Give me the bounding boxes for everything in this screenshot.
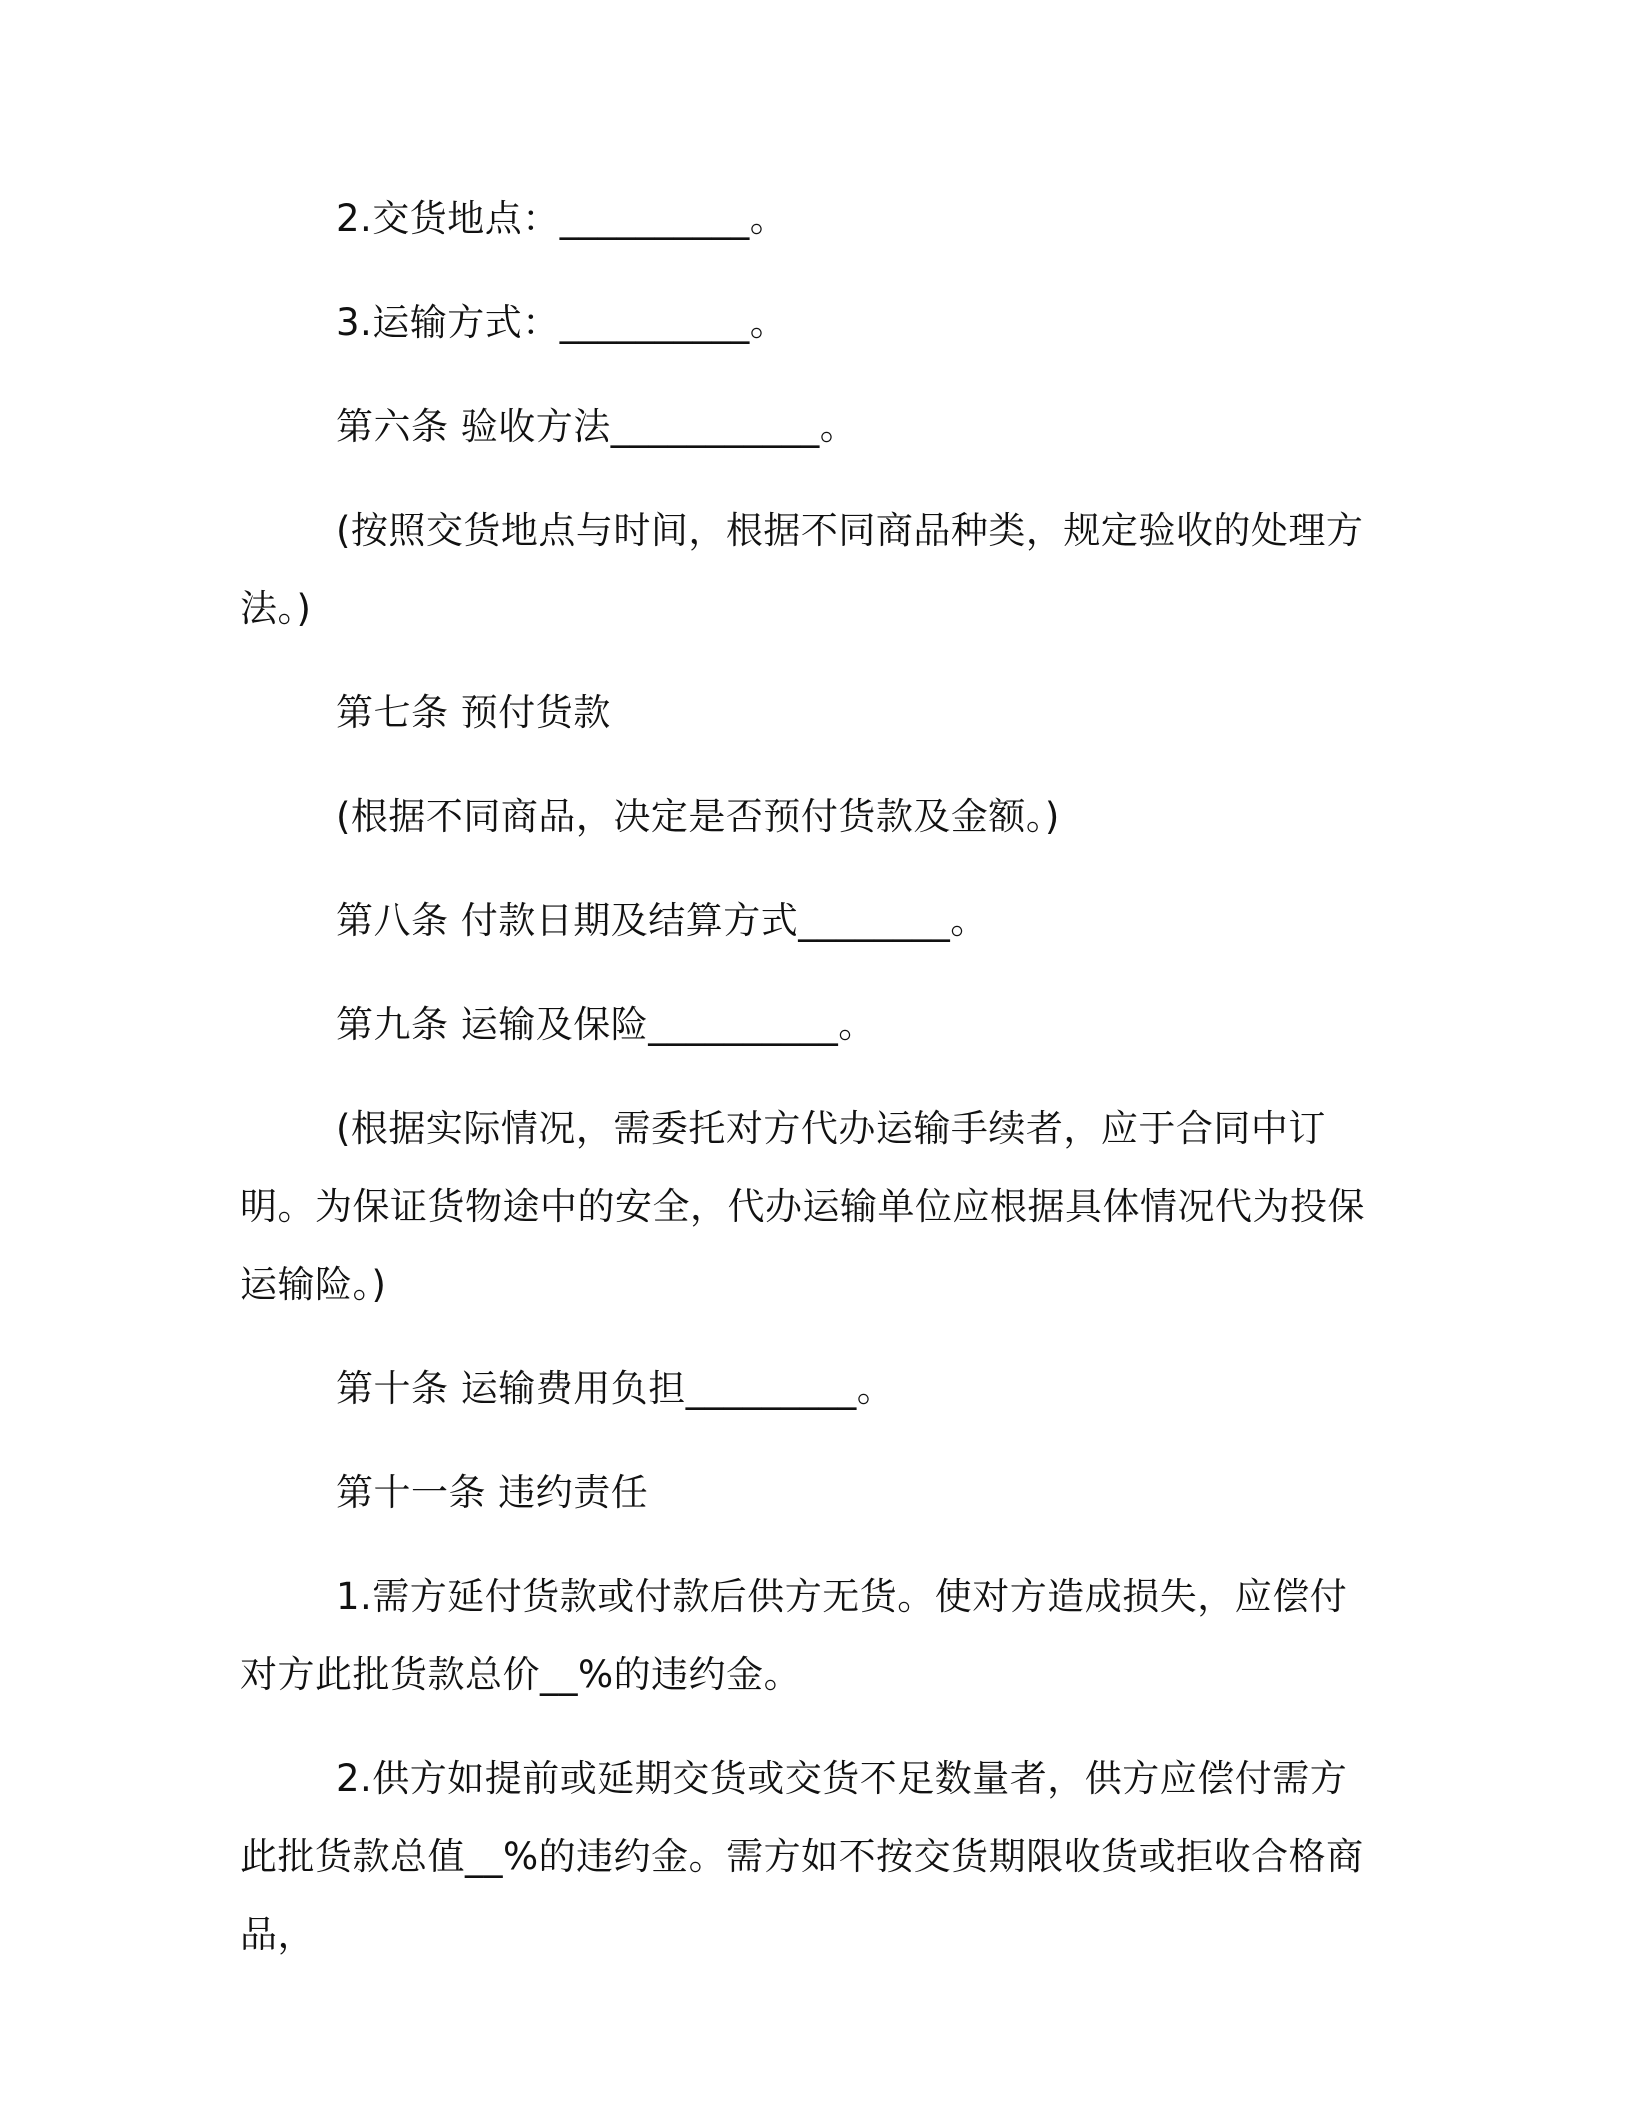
article-11-liability: 第十一条 违约责任 [336,1471,649,1514]
article-7-note: (根据不同商品，决定是否预付货款及金额。) [336,795,1060,838]
liability-item-2: 2.供方如提前或延期交货或交货不足数量者，供方应偿付需方此批货款总值__%的违约金。需方如不按交货期限收货或拒收合格商品， [240,1757,1364,1956]
clause-transport-method: 3.运输方式：__________。 [336,301,788,344]
liability-item-1: 1.需方延付货款或付款后供方无货。使对方造成损失，应偿付对方此批货款总价__%的违约金。 [240,1575,1348,1696]
clause-delivery-location: 2.交货地点：__________。 [336,197,788,240]
article-9-note: (根据实际情况，需委托对方代办运输手续者，应于合同中订明。为保证货物途中的安全，代办运输单位应根据具体情况代为投保运输险。) [240,1107,1365,1306]
article-7-prepayment: 第七条 预付货款 [336,691,611,734]
article-6-note: (按照交货地点与时间，根据不同商品种类，规定验收的处理方法。) [240,509,1364,630]
document-body [240,180,1370,2000]
article-8-payment: 第八条 付款日期及结算方式________。 [336,899,988,942]
article-9-transport-insurance: 第九条 运输及保险__________。 [336,1003,876,1046]
article-10-transport-cost: 第十条 运输费用负担_________。 [336,1367,895,1410]
article-6-inspection: 第六条 验收方法___________。 [336,405,858,448]
